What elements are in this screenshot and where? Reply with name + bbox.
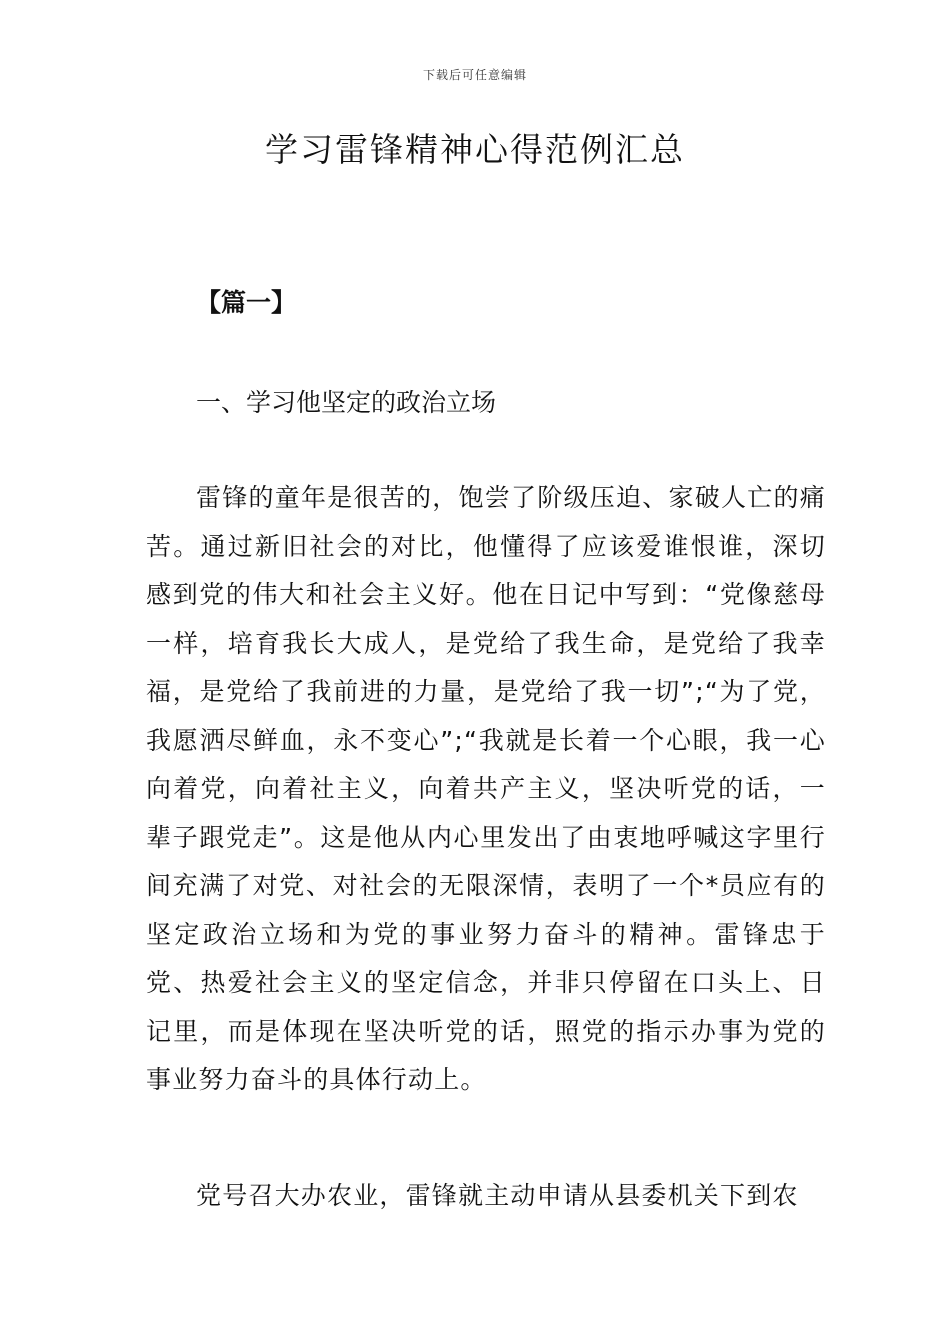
section-heading: 一、学习他坚定的政治立场 bbox=[196, 388, 497, 417]
body-paragraph-1: 雷锋的童年是很苦的，饱尝了阶级压迫、家破人亡的痛苦。通过新旧社会的对比，他懂得了应该爱谁恨谁，深切感到党的伟大和社会主义好。他在日记中写到：“党像慈母一样，培育我长大成人，是党给了我生命，是党给了我幸福，是党给了我前进的力量，是党给了我一切”;“为了党，我愿洒尽鲜血，永不变心”;“我就是长着一个心眼，我一心向着党，向着社主义，向着共产主义，坚决听党的话，一辈子跟党走”。这是他从内心里发出了由衷地呼喊这字里行间充满了对党、对社会的无限深情，表明了一个*员应有的坚定政治立场和为党的事业努力奋斗的精神。雷锋忠于党、热爱社会主义的坚定信念，并非只停留在口头上、日记里，而是体现在坚决听党的话，照党的指示办事为党的事业努力奋斗的具体行动上。 bbox=[146, 483, 826, 1094]
document-title: 学习雷锋精神心得范例汇总 bbox=[265, 130, 685, 169]
header-note: 下载后可任意编辑 bbox=[422, 68, 527, 82]
body-paragraph-2: 党号召大办农业，雷锋就主动申请从县委机关下到农 bbox=[196, 1181, 799, 1210]
section-label: 【篇一】 bbox=[196, 288, 297, 317]
